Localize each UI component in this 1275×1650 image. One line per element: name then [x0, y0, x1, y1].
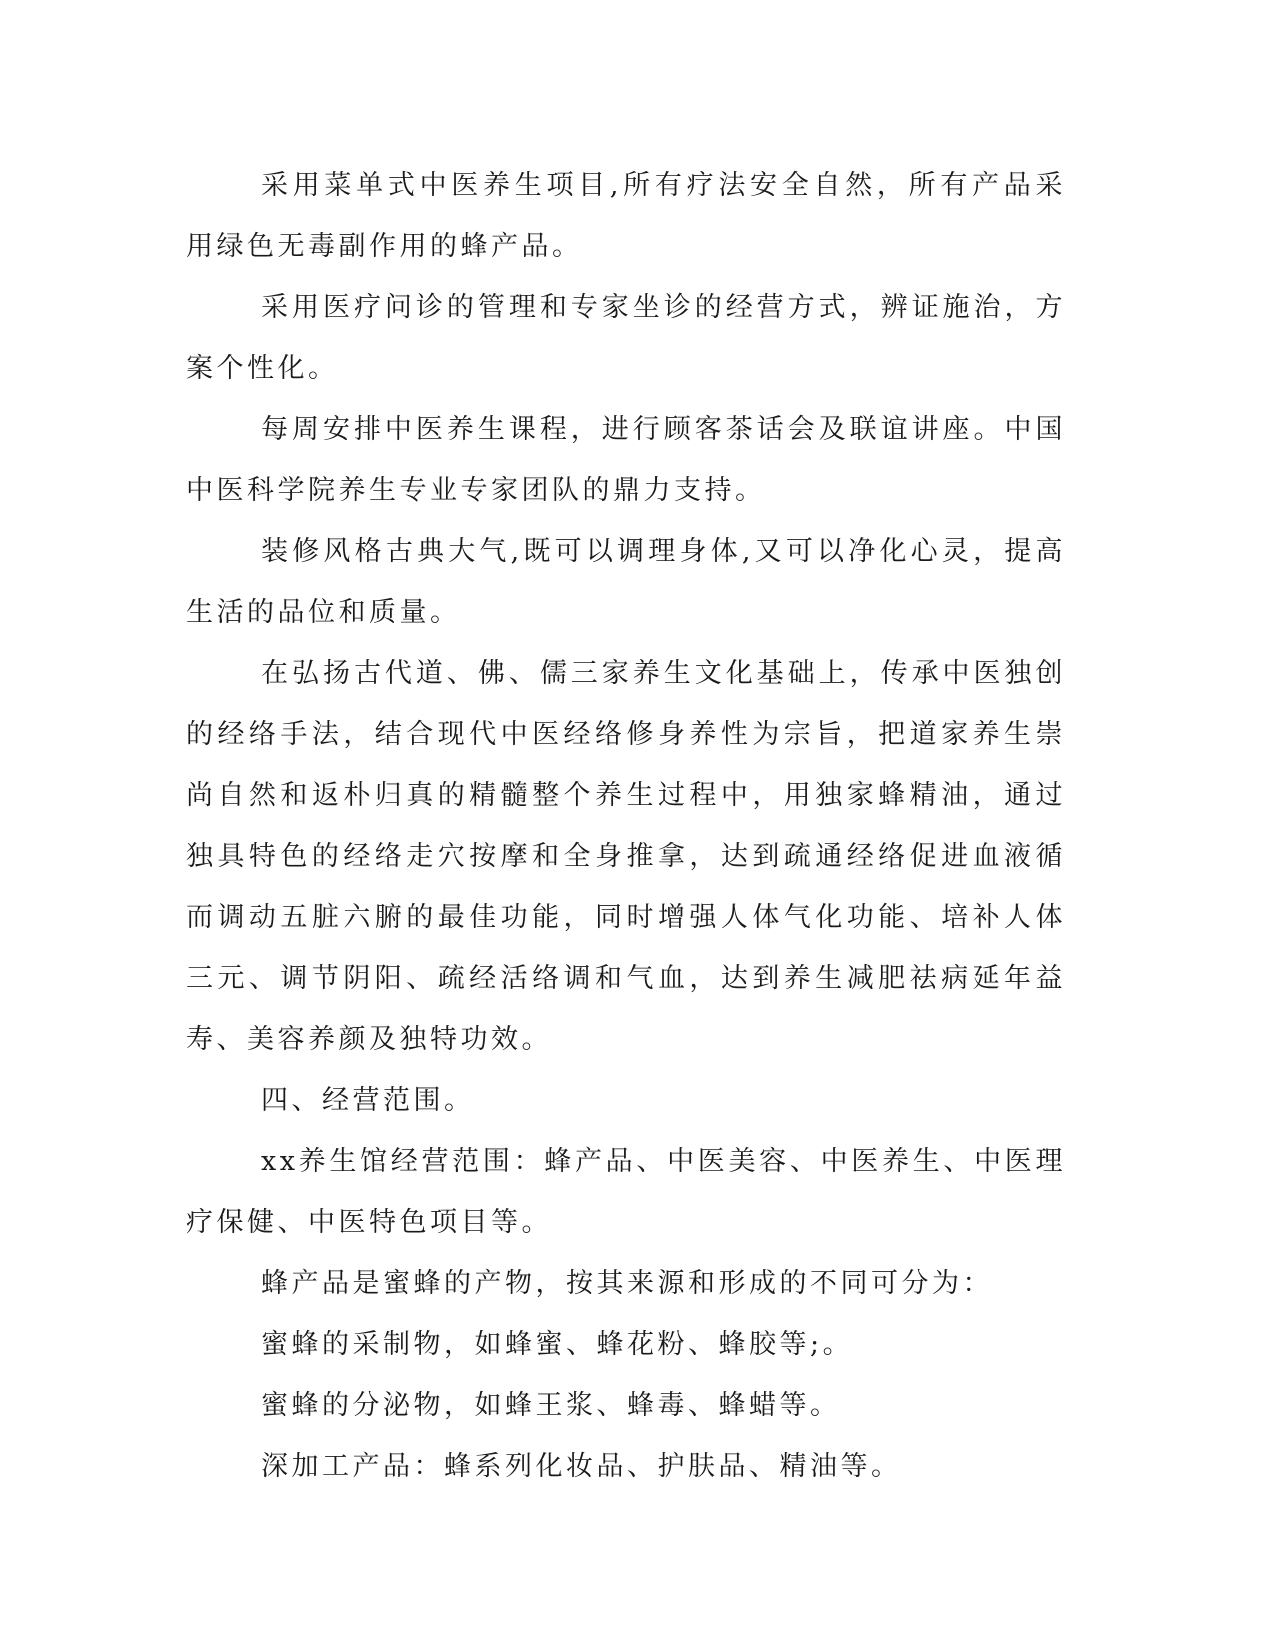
paragraph: 采用菜单式中医养生项目,所有疗法安全自然，所有产品采用绿色无毒副作用的蜂产品。 [186, 170, 1066, 262]
paragraph: 装修风格古典大气,既可以调理身体,又可以净化心灵，提高生活的品位和质量。 [186, 536, 1066, 628]
section-heading: 四、经营范围。 [261, 1085, 475, 1116]
paragraph: 采用医疗问诊的管理和专家坐诊的经营方式，辨证施治，方案个性化。 [186, 292, 1066, 384]
list-item: 蜜蜂的分泌物，如蜂王浆、蜂毒、蜂蜡等。 [261, 1390, 841, 1421]
list-item: 深加工产品：蜂系列化妆品、护肤品、精油等。 [261, 1451, 902, 1482]
paragraph: 蜂产品是蜜蜂的产物，按其来源和形成的不同可分为： [261, 1268, 993, 1299]
document-body [186, 155, 1066, 1497]
paragraph: xx养生馆经营范围：蜂产品、中医美容、中医养生、中医理疗保健、中医特色项目等。 [186, 1146, 1066, 1238]
paragraph: 每周安排中医养生课程，进行顾客茶话会及联谊讲座。中国中医科学院养生专业专家团队的鼎力支持。 [186, 414, 1066, 506]
list-item: 蜜蜂的采制物，如蜂蜜、蜂花粉、蜂胶等;。 [261, 1329, 854, 1360]
paragraph: 在弘扬古代道、佛、儒三家养生文化基础上，传承中医独创的经络手法，结合现代中医经络修身养性为宗旨，把道家养生崇尚自然和返朴归真的精髓整个养生过程中，用独家蜂精油，通过独具特色的经络走穴按摩和全身推拿，达到疏通经络促进血液循而调动五脏六腑的最佳功能，同时增强人体气化功能、培补人体三元、调节阴阳、疏经活络调和气血，达到养生减肥祛病延年益寿、美容养颜及独特功效。 [186, 658, 1066, 1055]
